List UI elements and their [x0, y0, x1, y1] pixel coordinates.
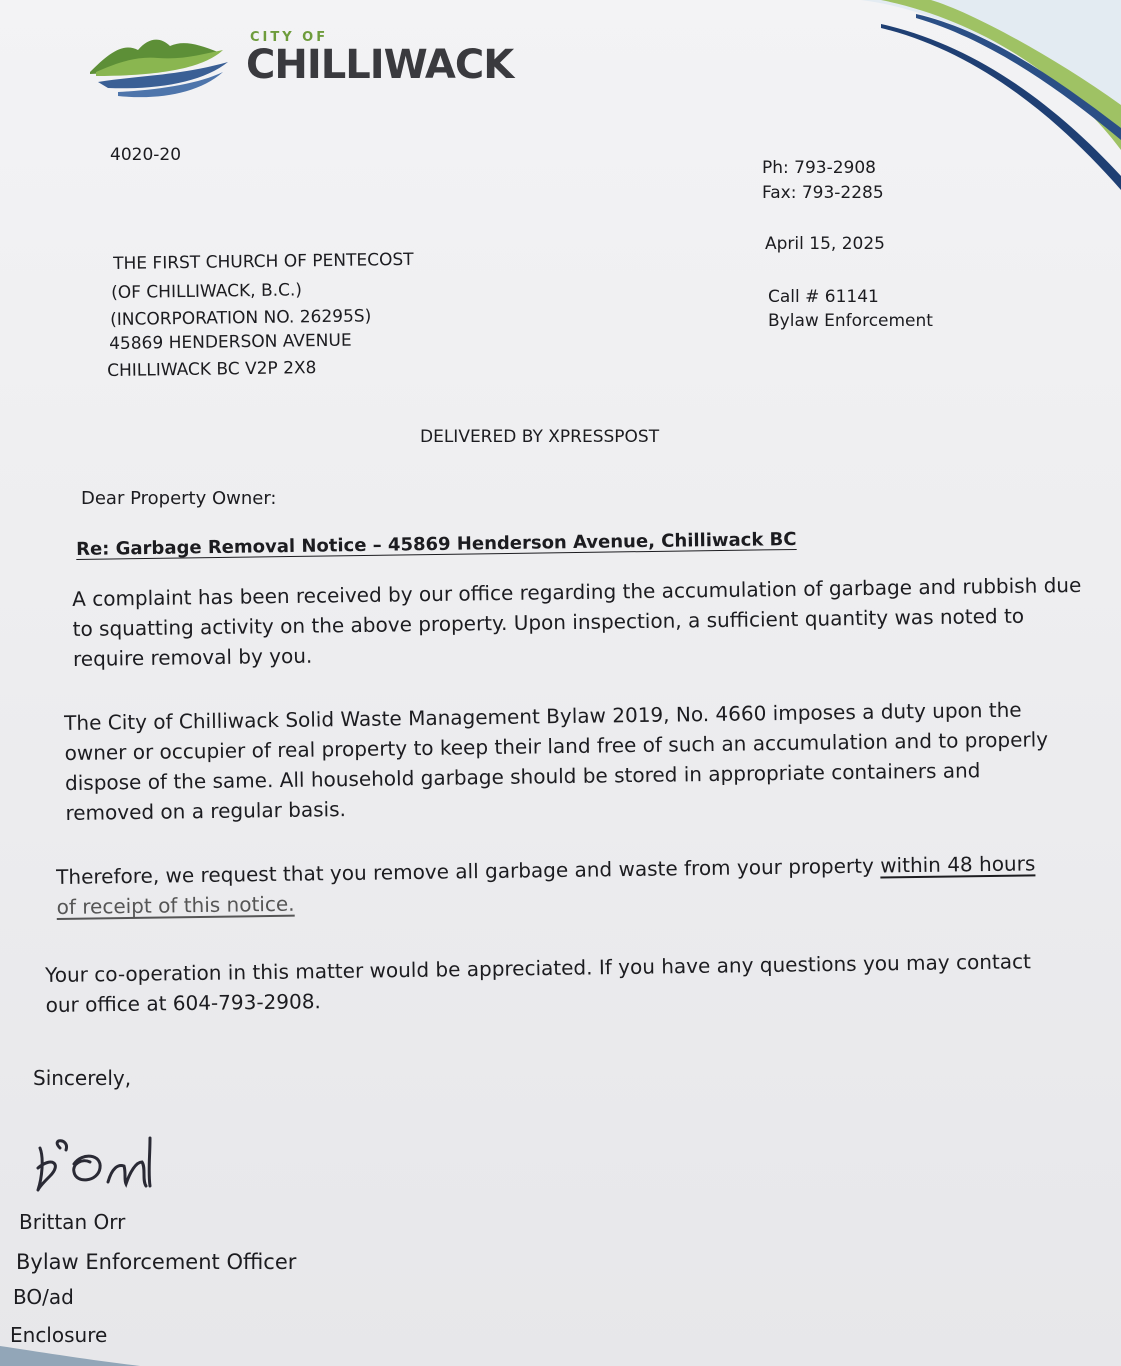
- closing: Sincerely,: [33, 1066, 132, 1090]
- file-number: 4020-20: [110, 145, 182, 165]
- paragraph-line: The City of Chilliwack Solid Waste Management Bylaw 2019, No. 4660 imposes a duty upon the: [64, 697, 1022, 735]
- mountain-logo-icon: [88, 32, 238, 102]
- paragraph-line: to squatting activity on the above property. Upon inspection, a sufficient quantity was noted to: [72, 603, 1025, 641]
- signer-name: Brittan Orr: [19, 1210, 126, 1234]
- paragraph-bylaw: [64, 694, 1049, 828]
- city-logo: [88, 26, 568, 106]
- deadline-text: within 48 hours: [880, 851, 1036, 878]
- reference-initials: BO/ad: [13, 1285, 74, 1309]
- logo-wordmark: CHILLIWACK: [246, 42, 514, 88]
- logo-city-of: CITY OF: [250, 30, 329, 45]
- paragraph-request: [56, 848, 1036, 922]
- recipient-line: (OF CHILLIWACK, B.C.): [111, 280, 303, 303]
- recipient-line: THE FIRST CHURCH OF PENTECOST: [113, 249, 414, 274]
- fax-number: Fax: 793-2285: [762, 183, 884, 203]
- letter-date: April 15, 2025: [765, 234, 885, 254]
- request-text: Therefore, we request that you remove all garbage and waste from your property: [56, 853, 881, 889]
- recipient-line: 45869 HENDERSON AVENUE: [109, 330, 352, 354]
- call-number: Call # 61141: [768, 287, 879, 307]
- phone-number: Ph: 793-2908: [762, 158, 877, 178]
- enclosure-note: Enclosure: [10, 1323, 108, 1347]
- handwritten-signature: [30, 1128, 170, 1198]
- salutation: Dear Property Owner:: [81, 488, 277, 509]
- recipient-line: CHILLIWACK BC V2P 2X8: [107, 358, 317, 381]
- paragraph-complaint: [72, 570, 1082, 674]
- subject-line: Re: Garbage Removal Notice – 45869 Henderson Avenue, Chilliwack BC: [76, 528, 797, 560]
- paragraph-line: dispose of the same. All household garbage should be stored in appropriate containers and: [64, 758, 981, 795]
- delivery-method: DELIVERED BY XPRESSPOST: [420, 427, 660, 447]
- paragraph-line: Your co-operation in this matter would be appreciated. If you have any questions you may contact: [45, 949, 1032, 987]
- signer-title: Bylaw Enforcement Officer: [16, 1250, 297, 1274]
- paragraph-line: require removal by you.: [72, 643, 313, 671]
- recipient-line: (INCORPORATION NO. 26295S): [110, 306, 372, 330]
- department: Bylaw Enforcement: [768, 311, 933, 331]
- paragraph-contact: [45, 946, 1031, 1020]
- deadline-text-continued: of receipt of this notice.: [56, 891, 295, 919]
- paragraph-line: owner or occupier of real property to keep their land free of such an accumulation and to properly: [64, 727, 1049, 765]
- paragraph-line: removed on a regular basis.: [65, 797, 347, 825]
- paragraph-line: our office at 604-793-2908.: [45, 989, 321, 1017]
- paragraph-line: A complaint has been received by our office regarding the accumulation of garbage and rubbish due: [72, 572, 1082, 611]
